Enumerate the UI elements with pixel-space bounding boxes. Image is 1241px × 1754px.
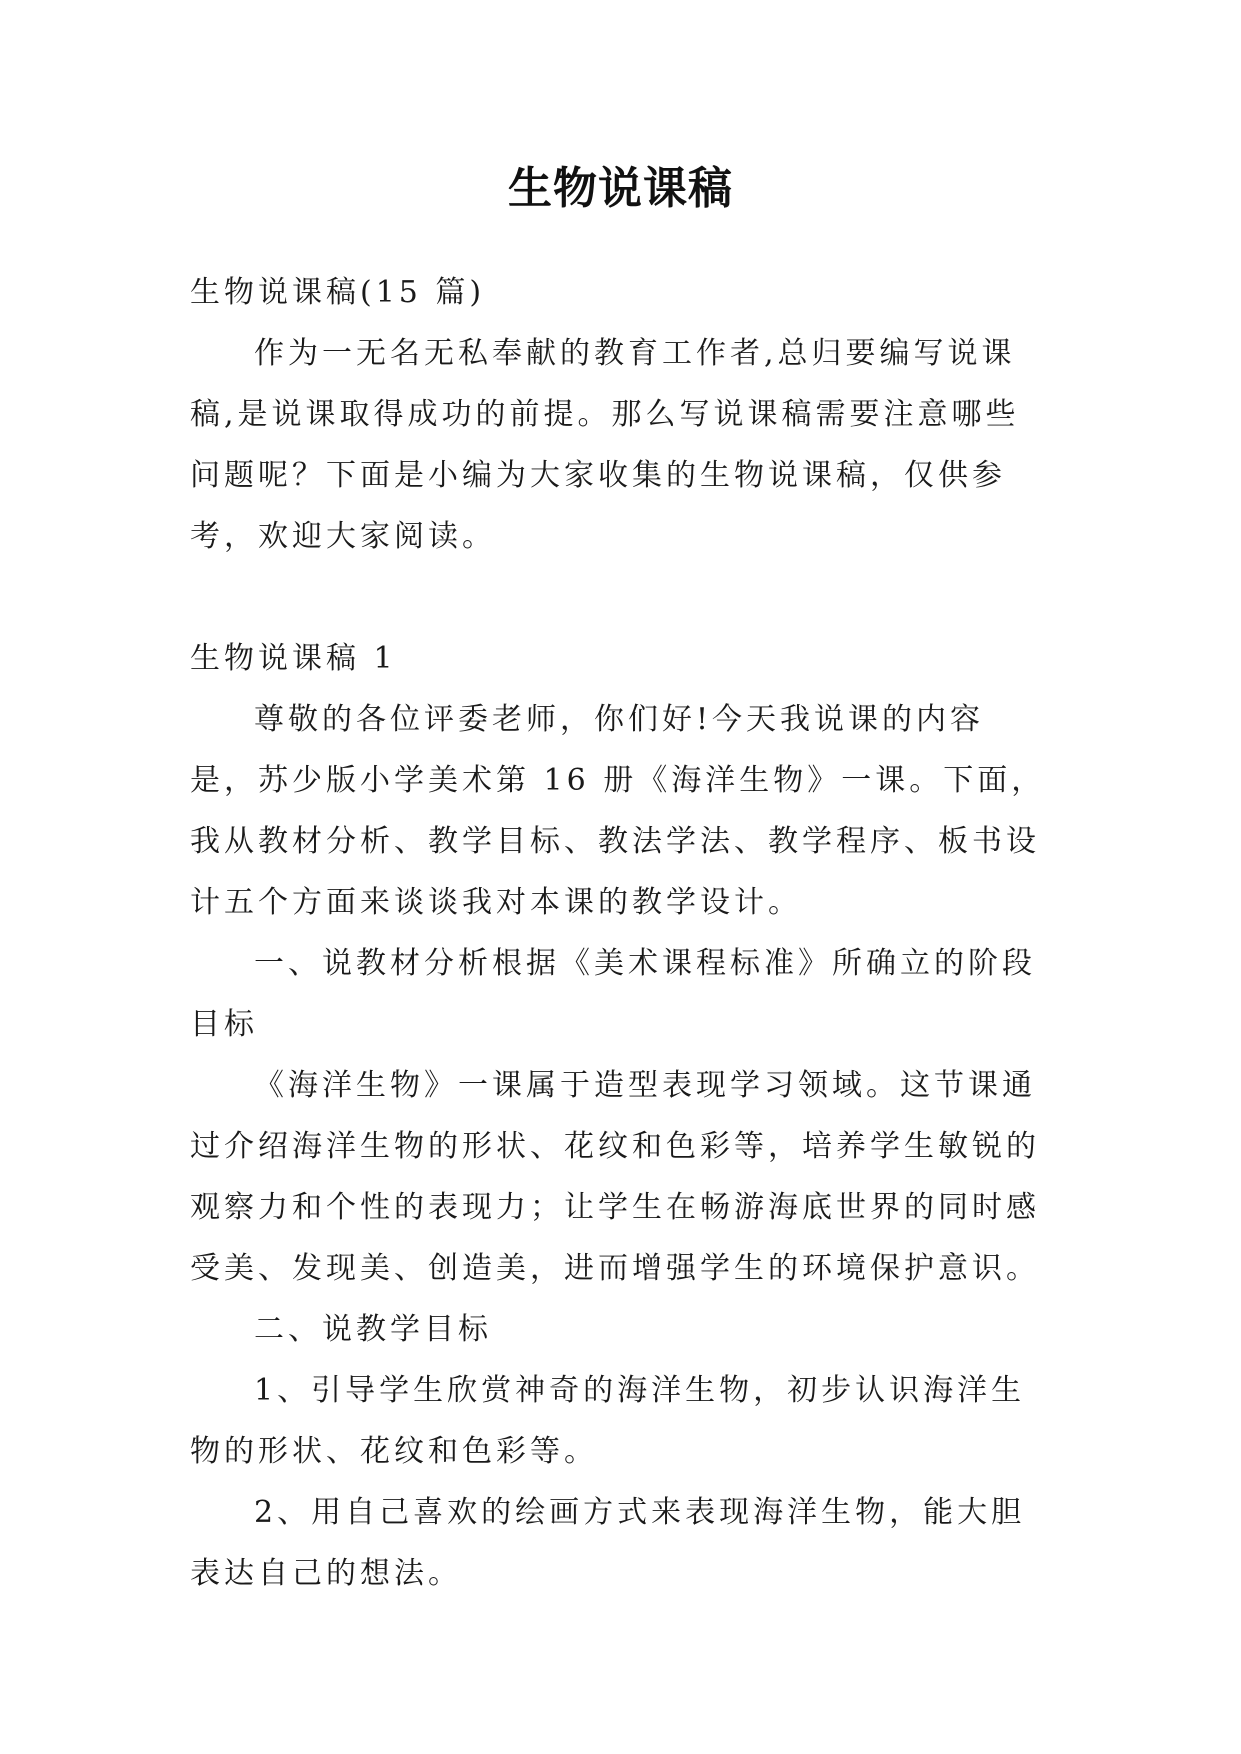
paragraph-gap <box>190 567 1050 628</box>
paragraph-material: 《海洋生物》一课属于造型表现学习领域。这节课通过介绍海洋生物的形状、花纹和色彩等，培养学生敏锐的观察力和个性的表现力；让学生在畅游海底世界的同时感受美、发现美、创造美，进而增强学生的环境保护意识。 <box>190 1068 1040 1286</box>
paragraph-goal-one: 1、引导学生欣赏神奇的海洋生物，初步认识海洋生物的形状、花纹和色彩等。 <box>190 1373 1026 1469</box>
intro-paragraph: 作为一无名无私奉献的教育工作者,总归要编写说课稿,是说课取得成功的前提。那么写说课稿需要注意哪些问题呢？下面是小编为大家收集的生物说课稿，仅供参考，欢迎大家阅读。 <box>190 336 1020 554</box>
paragraph-section-one: 一、说教材分析根据《美术课程标准》所确立的阶段目标 <box>190 946 1036 1042</box>
document-body <box>190 262 1050 1604</box>
paragraph-greeting: 尊敬的各位评委老师，你们好!今天我说课的内容是，苏少版小学美术第 16 册《海洋生物》一课。下面，我从教材分析、教学目标、教法学法、教学程序、板书设计五个方面来谈谈我对本课的教学设计。 <box>190 702 1046 920</box>
subtitle: 生物说课稿(15 篇) <box>190 275 486 310</box>
paragraph-section-two: 二、说教学目标 <box>254 1312 492 1347</box>
paragraph-goal-two: 2、用自己喜欢的绘画方式来表现海洋生物，能大胆表达自己的想法。 <box>190 1495 1026 1591</box>
document-title: 生物说课稿 <box>508 163 733 214</box>
section-heading: 生物说课稿 1 <box>190 641 397 676</box>
